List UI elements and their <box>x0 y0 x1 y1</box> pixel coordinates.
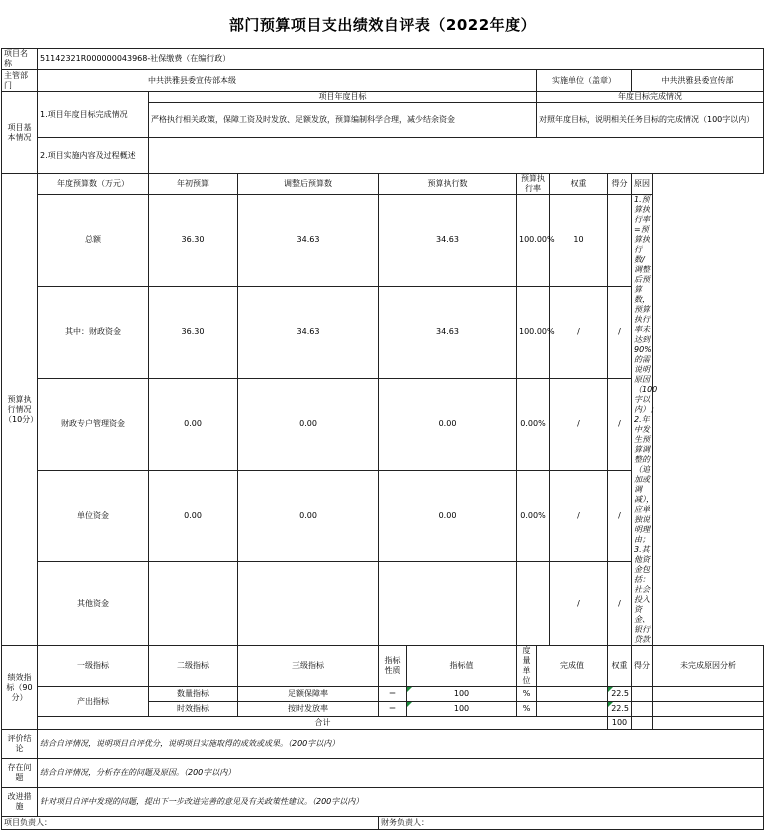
perf-value: 100 <box>407 702 517 717</box>
perf-reason <box>653 687 764 702</box>
evaluation-table <box>1 48 764 830</box>
perf-level2: 时效指标 <box>149 702 238 717</box>
budget-initial: 0.00 <box>149 378 238 470</box>
budget-adjusted: 0.00 <box>238 378 379 470</box>
perf-score <box>632 702 653 717</box>
budget-executed <box>379 562 517 646</box>
perf-level3: 足额保障率 <box>238 687 379 702</box>
budget-reason-note: 1.预算执行率=预算执行数/调整后预算数，预算执行率未达到90%的需说明原因（100字以内）；2.年中发生预算调整的（追加或调减），应单独说明理由；3.其他资金包括：社会投入资金、银行贷款 <box>632 195 653 646</box>
problems-label: 存在问题 <box>2 759 38 788</box>
problems-text: 结合自评情况，分析存在的问题及原因。（200字以内） <box>38 759 764 788</box>
budget-header-weight: 权重 <box>550 174 608 195</box>
budget-row-label: 其中：财政资金 <box>38 286 149 378</box>
perf-section-label: 绩效指标（90分） <box>2 646 38 730</box>
budget-row-label: 总额 <box>38 195 149 287</box>
perf-row <box>2 687 764 702</box>
conclusion-text: 结合自评情况，说明项目自评优分，说明项目实施取得的成效或成果。（200字以内） <box>38 730 764 759</box>
total-score <box>632 717 653 730</box>
perf-level1: 产出指标 <box>38 687 149 717</box>
perf-header-nature: 指标性质 <box>379 646 407 687</box>
budget-header-initial: 年初预算 <box>149 174 238 195</box>
budget-header-executed: 预算执行数 <box>379 174 517 195</box>
budget-weight: / <box>550 286 608 378</box>
perf-done <box>537 687 608 702</box>
completion-header: 年度目标完成情况 <box>537 92 764 103</box>
budget-adjusted <box>238 562 379 646</box>
project-leader-label: 项目负责人： <box>2 817 379 830</box>
budget-header-rate: 预算执行率 <box>517 174 550 195</box>
perf-level3: 按时发放率 <box>238 702 379 717</box>
perf-header-level1: 一级指标 <box>38 646 149 687</box>
perf-header-unit: 度量单位 <box>517 646 537 687</box>
budget-rate: 0.00% <box>517 470 550 562</box>
basic-section-label: 项目基本情况 <box>2 92 38 174</box>
budget-row <box>2 195 764 287</box>
budget-header-label: 年度预算数（万元） <box>38 174 149 195</box>
row1-target: 严格执行相关政策，保障工资及时发放、足额发放，预算编制科学合理，减少结余资金 <box>149 103 537 138</box>
perf-done <box>537 702 608 717</box>
budget-score <box>608 195 632 287</box>
budget-initial: 36.30 <box>149 286 238 378</box>
budget-header-score: 得分 <box>608 174 632 195</box>
budget-weight: / <box>550 562 608 646</box>
budget-rate: 0.00% <box>517 378 550 470</box>
project-name-value: 51142321R000000043968-社保缴费（在编行政） <box>38 49 764 70</box>
total-reason <box>653 717 764 730</box>
total-weight: 100 <box>608 717 632 730</box>
budget-weight: / <box>550 378 608 470</box>
budget-header-reason: 原因 <box>632 174 653 195</box>
dept-value: 中共洪雅县委宣传部本级 <box>38 70 537 92</box>
conclusion-label: 评价结论 <box>2 730 38 759</box>
perf-weight: 22.5 <box>608 702 632 717</box>
basic-row2-value <box>149 138 764 174</box>
budget-row-label: 其他资金 <box>38 562 149 646</box>
basic-row1-label: 1.项目年度目标完成情况 <box>38 92 149 138</box>
budget-weight: 10 <box>550 195 608 287</box>
row1-completion: 对照年度目标，说明相关任务目标的完成情况（100字以内） <box>537 103 764 138</box>
unit-label: 实施单位（盖章） <box>537 70 632 92</box>
budget-adjusted: 0.00 <box>238 470 379 562</box>
perf-header-weight: 权重 <box>608 646 632 687</box>
dept-label: 主管部门 <box>2 70 38 92</box>
perf-level2: 数量指标 <box>149 687 238 702</box>
finance-leader-label: 财务负责人： <box>379 817 764 830</box>
budget-initial: 36.30 <box>149 195 238 287</box>
perf-header-done: 完成值 <box>537 646 608 687</box>
budget-initial: 0.00 <box>149 470 238 562</box>
basic-row2-label: 2.项目实施内容及过程概述 <box>38 138 149 174</box>
perf-header-score: 得分 <box>632 646 653 687</box>
perf-header-value: 指标值 <box>407 646 517 687</box>
budget-executed: 0.00 <box>379 470 517 562</box>
page-title: 部门预算项目支出绩效自评表（2022年度） <box>228 16 537 34</box>
perf-header-level2: 二级指标 <box>149 646 238 687</box>
budget-executed: 0.00 <box>379 378 517 470</box>
budget-score: / <box>608 470 632 562</box>
perf-value: 100 <box>407 687 517 702</box>
target-header: 项目年度目标 <box>149 92 537 103</box>
budget-section-label: 预算执行情况（10分） <box>2 174 38 646</box>
perf-header-reason: 未完成原因分析 <box>653 646 764 687</box>
budget-row-label: 财政专户管理资金 <box>38 378 149 470</box>
budget-initial <box>149 562 238 646</box>
budget-adjusted: 34.63 <box>238 195 379 287</box>
project-name-label: 项目名称 <box>2 49 38 70</box>
perf-header-level3: 三级指标 <box>238 646 379 687</box>
budget-score: / <box>608 378 632 470</box>
budget-header-adjusted: 调整后预算数 <box>238 174 379 195</box>
perf-unit: % <box>517 702 537 717</box>
perf-nature: ＝ <box>379 702 407 717</box>
budget-weight: / <box>550 470 608 562</box>
budget-executed: 34.63 <box>379 286 517 378</box>
budget-rate <box>517 562 550 646</box>
budget-score: / <box>608 562 632 646</box>
budget-executed: 34.63 <box>379 195 517 287</box>
perf-weight: 22.5 <box>608 687 632 702</box>
perf-reason <box>653 702 764 717</box>
unit-value: 中共洪雅县委宣传部 <box>632 70 764 92</box>
perf-nature: ＝ <box>379 687 407 702</box>
budget-rate: 100.00% <box>517 195 550 287</box>
budget-rate: 100.00% <box>517 286 550 378</box>
total-label: 合计 <box>38 717 608 730</box>
budget-row-label: 单位资金 <box>38 470 149 562</box>
measures-text: 针对项目自评中发现的问题，提出下一步改进完善的意见及有关政策性建议。（200字以内） <box>38 788 764 817</box>
measures-label: 改进措施 <box>2 788 38 817</box>
perf-score <box>632 687 653 702</box>
budget-adjusted: 34.63 <box>238 286 379 378</box>
perf-unit: % <box>517 687 537 702</box>
budget-score: / <box>608 286 632 378</box>
total-row <box>2 717 764 730</box>
